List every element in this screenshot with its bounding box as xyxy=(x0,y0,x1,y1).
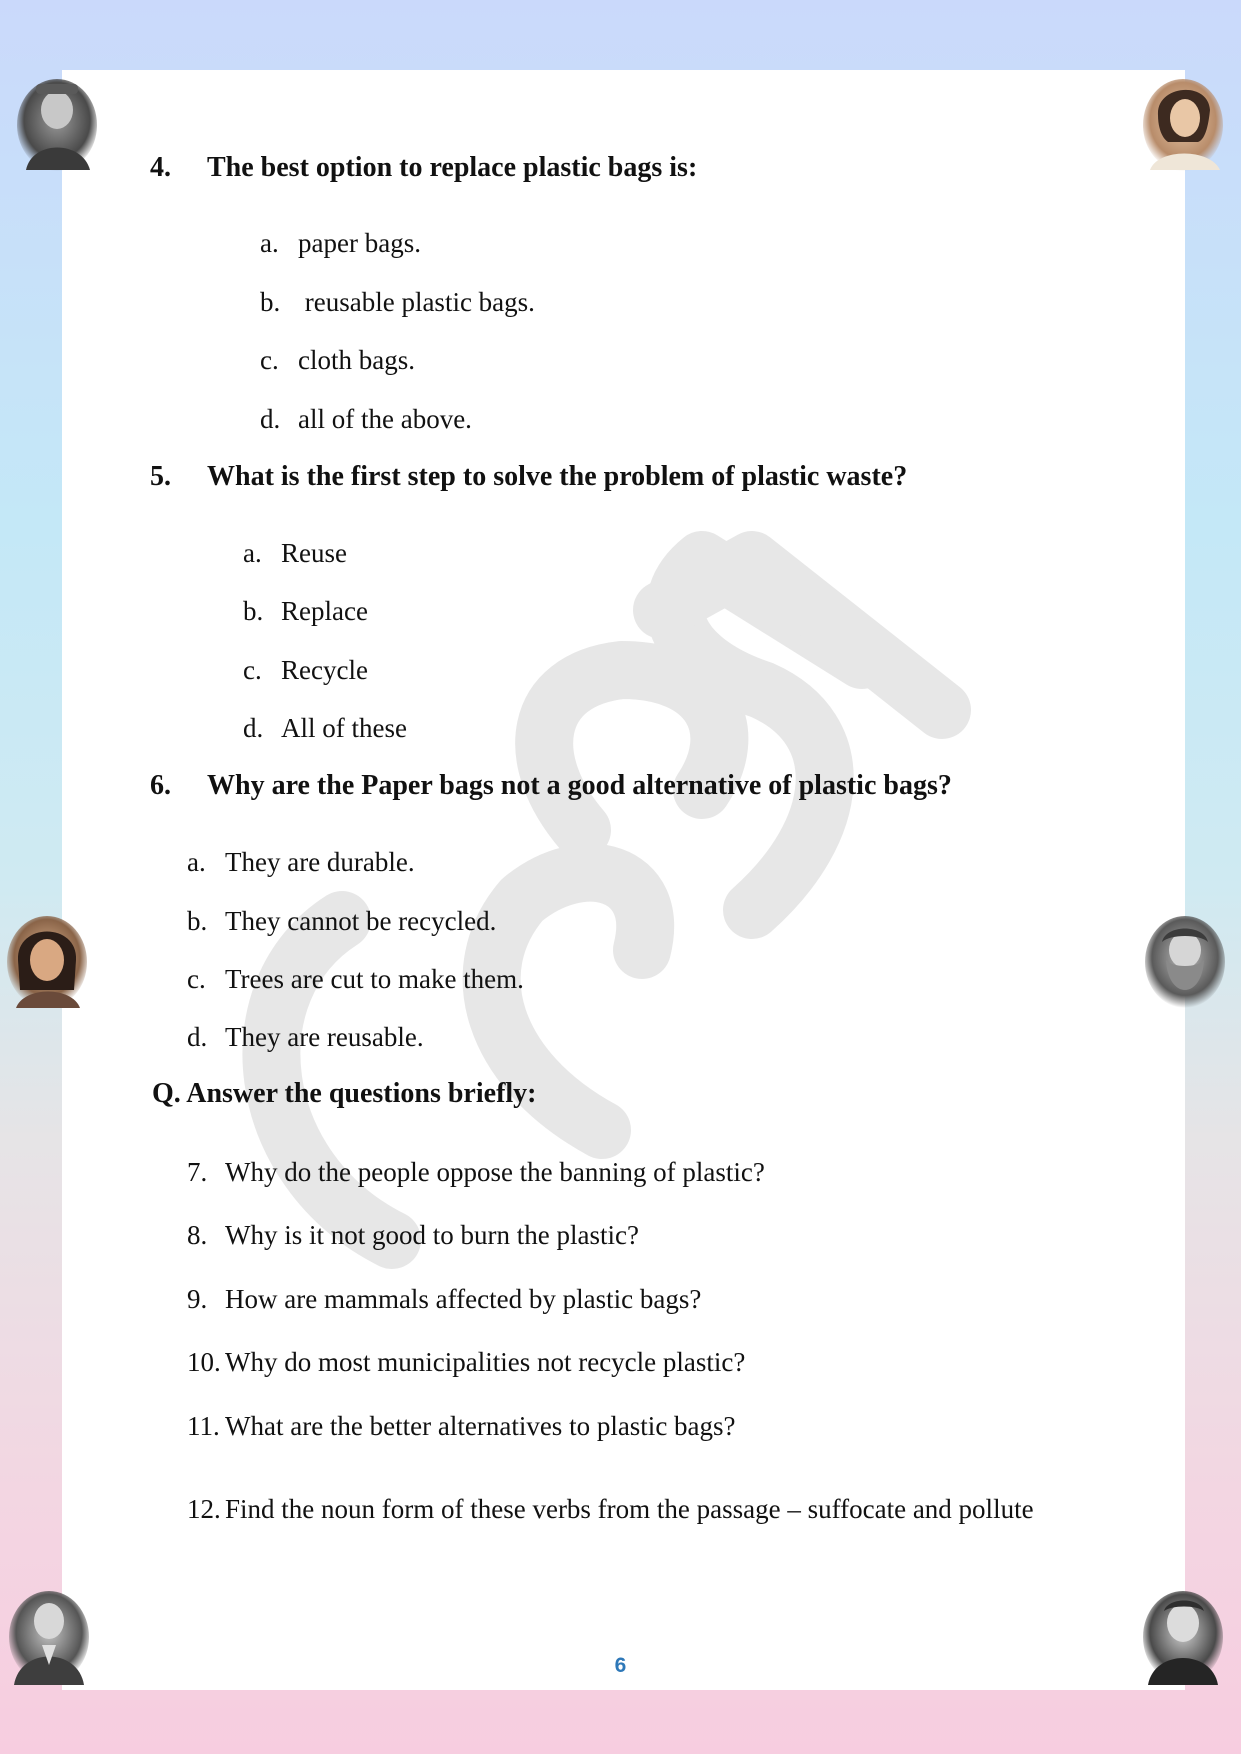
option-text: all of the above. xyxy=(298,404,472,434)
short-question-10 xyxy=(187,1345,1091,1379)
option-letter: d. xyxy=(187,1022,208,1052)
option-text: They cannot be recycled. xyxy=(225,906,497,936)
option-4b xyxy=(260,285,535,319)
option-letter: a. xyxy=(187,847,206,877)
page-number: 6 xyxy=(614,1654,627,1677)
option-text: They are reusable. xyxy=(225,1022,424,1052)
short-question-text: Why is it not good to burn the plastic? xyxy=(225,1220,639,1250)
option-text: Recycle xyxy=(281,655,368,685)
option-text: Trees are cut to make them. xyxy=(225,964,524,994)
short-question-text: Find the noun form of these verbs from the passage – suffocate and pollute xyxy=(225,1494,1034,1524)
portrait-middle-right xyxy=(1140,910,1230,1014)
option-6b xyxy=(187,904,496,938)
short-question-number: 12. xyxy=(187,1494,221,1524)
option-letter: d. xyxy=(260,404,281,434)
option-4a xyxy=(260,226,421,260)
short-question-11 xyxy=(187,1409,1091,1443)
option-6c xyxy=(187,962,524,996)
option-6a xyxy=(187,845,415,879)
option-5d xyxy=(243,711,407,745)
question-text: Why are the Paper bags not a good alternative of plastic bags? xyxy=(207,770,952,801)
option-4d xyxy=(260,402,472,436)
option-letter: b. xyxy=(260,287,281,317)
option-text: reusable plastic bags. xyxy=(298,287,535,317)
question-6 xyxy=(150,769,952,803)
option-text: Reuse xyxy=(281,538,347,568)
portrait-top-right xyxy=(1138,70,1228,174)
option-letter: c. xyxy=(187,964,206,994)
question-number: 4. xyxy=(150,152,171,183)
portrait-top-left xyxy=(12,70,102,174)
short-question-number: 10. xyxy=(187,1347,221,1377)
option-letter: c. xyxy=(260,345,279,375)
short-question-text: How are mammals affected by plastic bags? xyxy=(225,1284,702,1314)
short-question-number: 8. xyxy=(187,1220,208,1250)
option-5a xyxy=(243,536,347,570)
section-title: Q. Answer the questions briefly: xyxy=(152,1078,537,1109)
option-text: All of these xyxy=(281,713,407,743)
option-text: They are durable. xyxy=(225,847,415,877)
short-question-text: What are the better alternatives to plastic bags? xyxy=(225,1411,736,1441)
short-question-7 xyxy=(187,1155,1091,1189)
short-question-text: Why do the people oppose the banning of plastic? xyxy=(225,1157,765,1187)
short-question-text: Why do most municipalities not recycle plastic? xyxy=(225,1347,746,1377)
question-5 xyxy=(150,460,907,494)
question-4 xyxy=(150,151,697,185)
page-sheet xyxy=(62,70,1185,1690)
option-5b xyxy=(243,594,368,628)
question-text: The best option to replace plastic bags is: xyxy=(207,152,698,183)
option-text: Replace xyxy=(281,596,368,626)
option-letter: a. xyxy=(243,538,262,568)
short-question-8 xyxy=(187,1218,1091,1252)
option-letter: d. xyxy=(243,713,264,743)
option-text: paper bags. xyxy=(298,228,421,258)
option-letter: c. xyxy=(243,655,262,685)
option-5c xyxy=(243,653,368,687)
short-question-12 xyxy=(187,1484,1091,1534)
question-text: What is the first step to solve the problem of plastic waste? xyxy=(207,461,908,492)
option-4c xyxy=(260,343,415,377)
option-6d xyxy=(187,1020,424,1054)
short-question-number: 11. xyxy=(187,1411,220,1441)
short-question-number: 9. xyxy=(187,1284,208,1314)
short-question-number: 7. xyxy=(187,1157,208,1187)
option-letter: a. xyxy=(260,228,279,258)
question-number: 6. xyxy=(150,770,171,801)
short-question-9 xyxy=(187,1282,1091,1316)
option-letter: b. xyxy=(187,906,208,936)
question-number: 5. xyxy=(150,461,171,492)
portrait-middle-left xyxy=(2,910,92,1014)
option-text: cloth bags. xyxy=(298,345,415,375)
option-letter: b. xyxy=(243,596,264,626)
